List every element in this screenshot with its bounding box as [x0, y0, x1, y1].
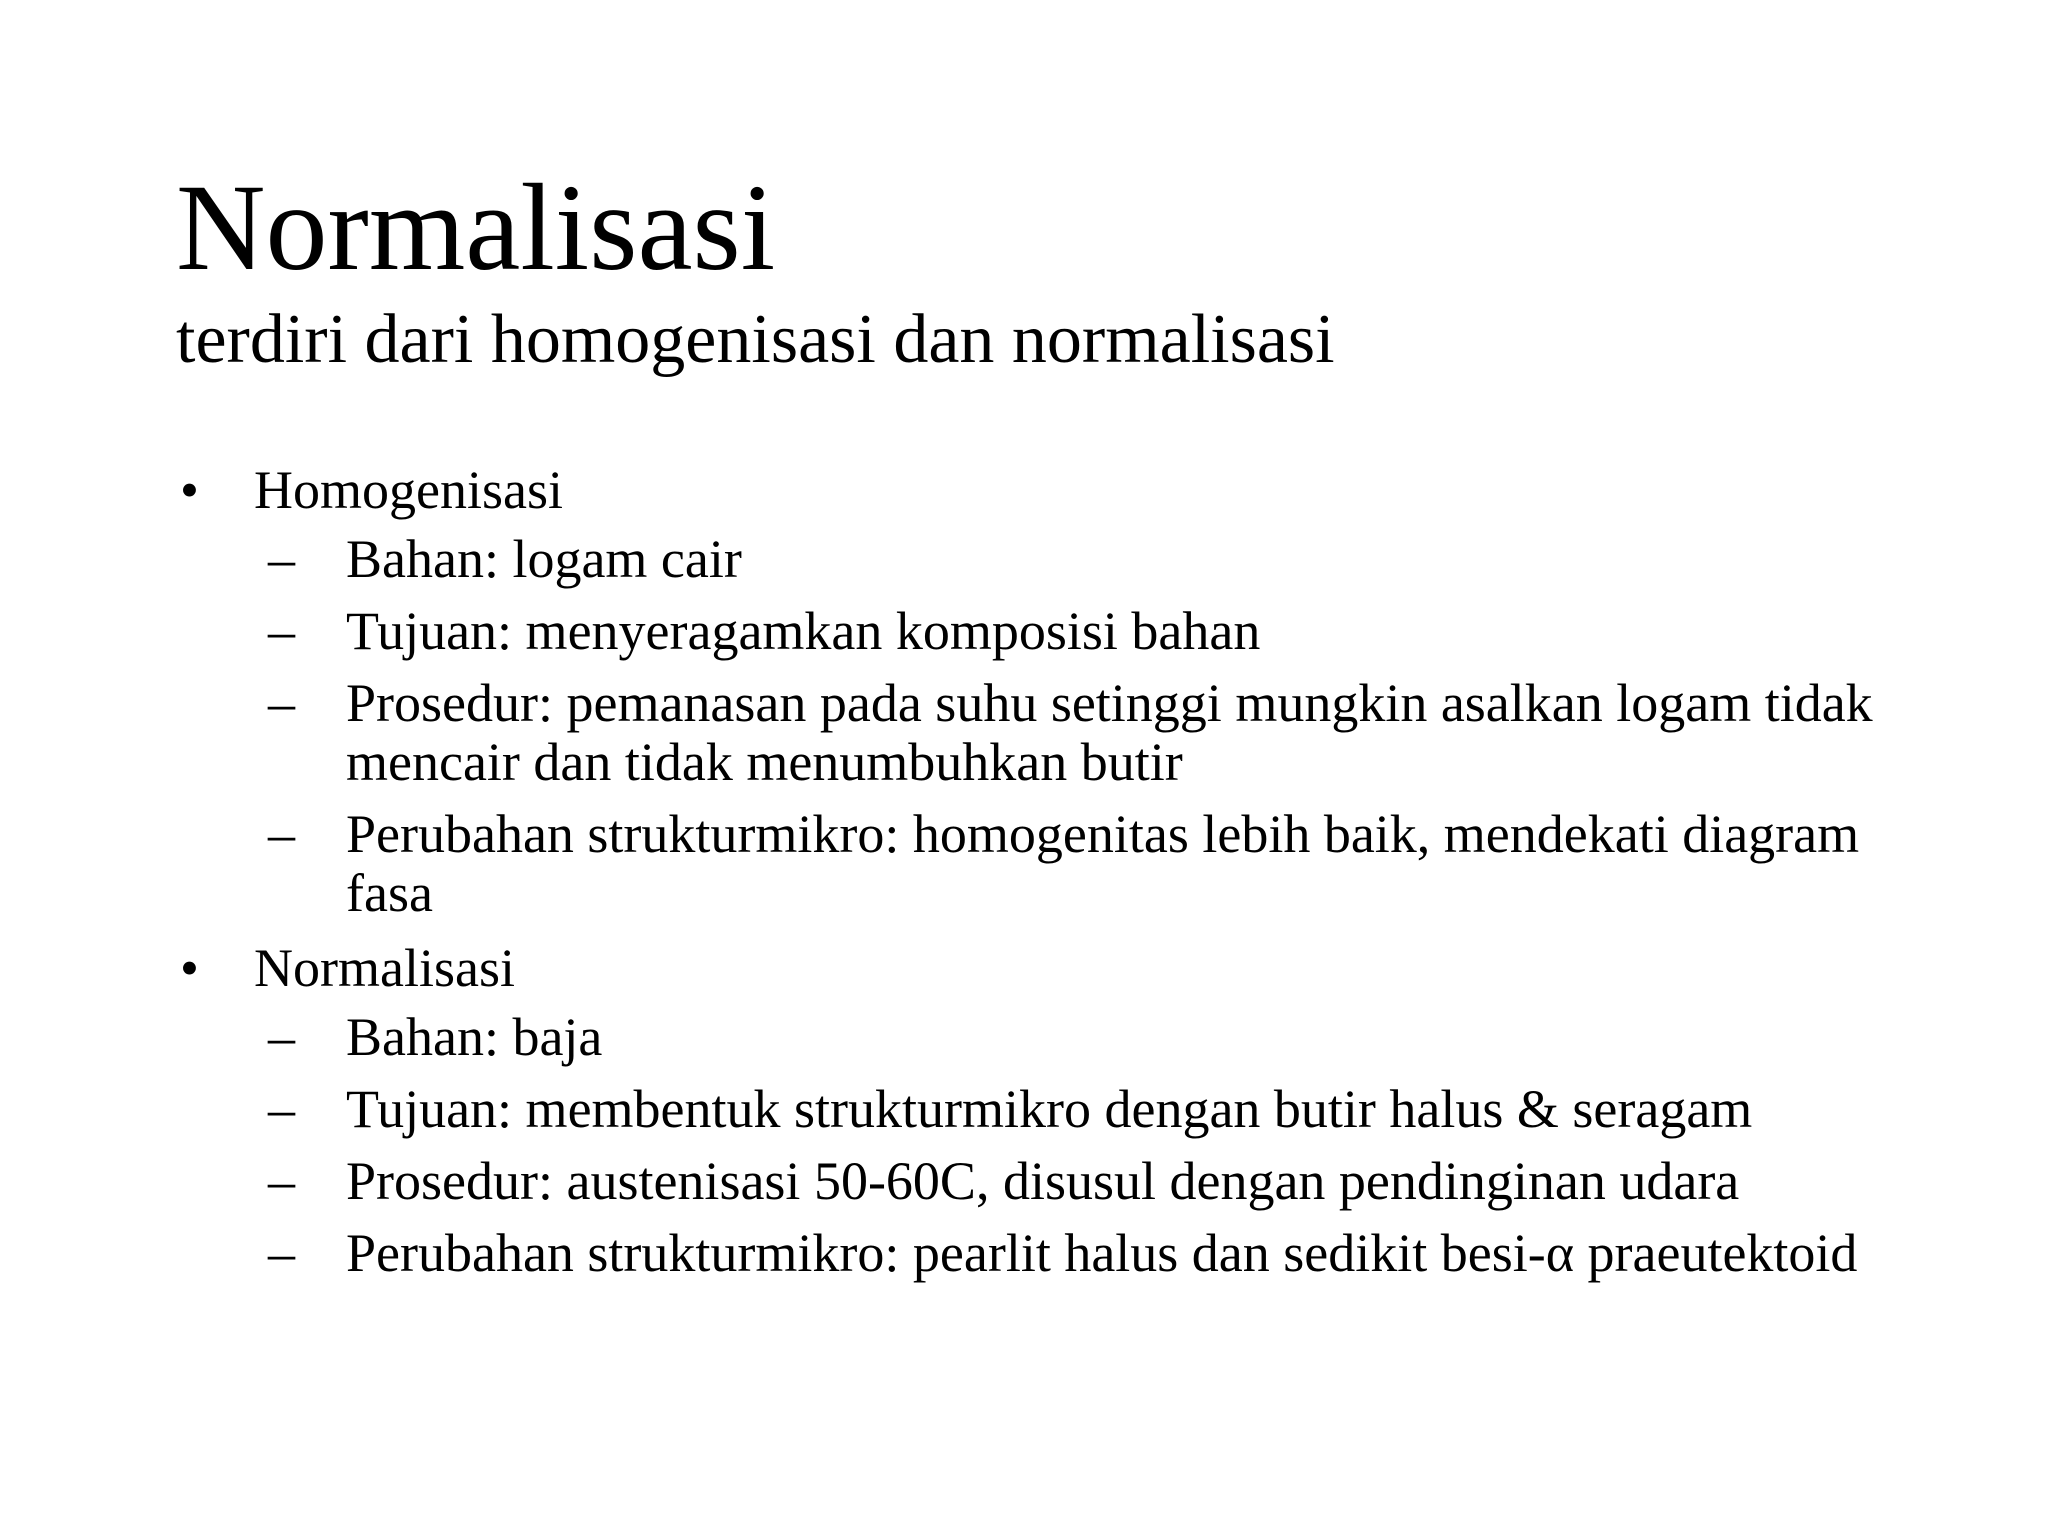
bullet-dot-icon: • — [180, 938, 199, 998]
dash-icon: – — [268, 601, 295, 661]
bullet-list — [176, 458, 1976, 1296]
sub-item — [268, 674, 1926, 792]
sub-list-normalisasi — [254, 1008, 1976, 1283]
sub-item — [268, 1224, 1926, 1283]
bullet-normalisasi — [176, 936, 1976, 1283]
sub-item-text: Perubahan strukturmikro: homogenitas lebih baik, mendekati diagram fasa — [346, 804, 1860, 923]
sub-item-text: Tujuan: membentuk strukturmikro dengan butir halus & seragam — [346, 1079, 1753, 1139]
sub-item-text: Prosedur: austenisasi 50-60C, disusul dengan pendinginan udara — [346, 1151, 1740, 1211]
slide-subtitle: terdiri dari homogenisasi dan normalisasi — [176, 301, 1335, 378]
dash-icon: – — [268, 1223, 295, 1283]
sub-item-text: Tujuan: menyeragamkan komposisi bahan — [346, 601, 1261, 661]
sub-item — [268, 602, 1926, 661]
dash-icon: – — [268, 1079, 295, 1139]
dash-icon: – — [268, 1151, 295, 1211]
dash-icon: – — [268, 529, 295, 589]
dash-icon: – — [268, 1007, 295, 1067]
dash-icon: – — [268, 673, 295, 733]
sub-item — [268, 530, 1926, 589]
dash-icon: – — [268, 804, 295, 864]
bullet-heading: Homogenisasi — [254, 460, 563, 520]
sub-item — [268, 1152, 1926, 1211]
sub-item-text: Bahan: baja — [346, 1007, 603, 1067]
sub-item-text: Prosedur: pemanasan pada suhu setinggi mungkin asalkan logam tidak mencair dan tidak menumbuhkan butir — [346, 673, 1873, 792]
bullet-dot-icon: • — [180, 460, 199, 520]
bullet-heading: Normalisasi — [254, 938, 515, 998]
sub-list-homogenisasi — [254, 530, 1976, 923]
bullet-homogenisasi — [176, 458, 1976, 923]
slide-title: Normalisasi — [176, 159, 776, 296]
sub-item — [268, 805, 1926, 923]
sub-item — [268, 1080, 1926, 1139]
sub-item-text: Perubahan strukturmikro: pearlit halus dan sedikit besi-α praeutektoid — [346, 1223, 1858, 1283]
sub-item-text: Bahan: logam cair — [346, 529, 742, 589]
sub-item — [268, 1008, 1926, 1067]
